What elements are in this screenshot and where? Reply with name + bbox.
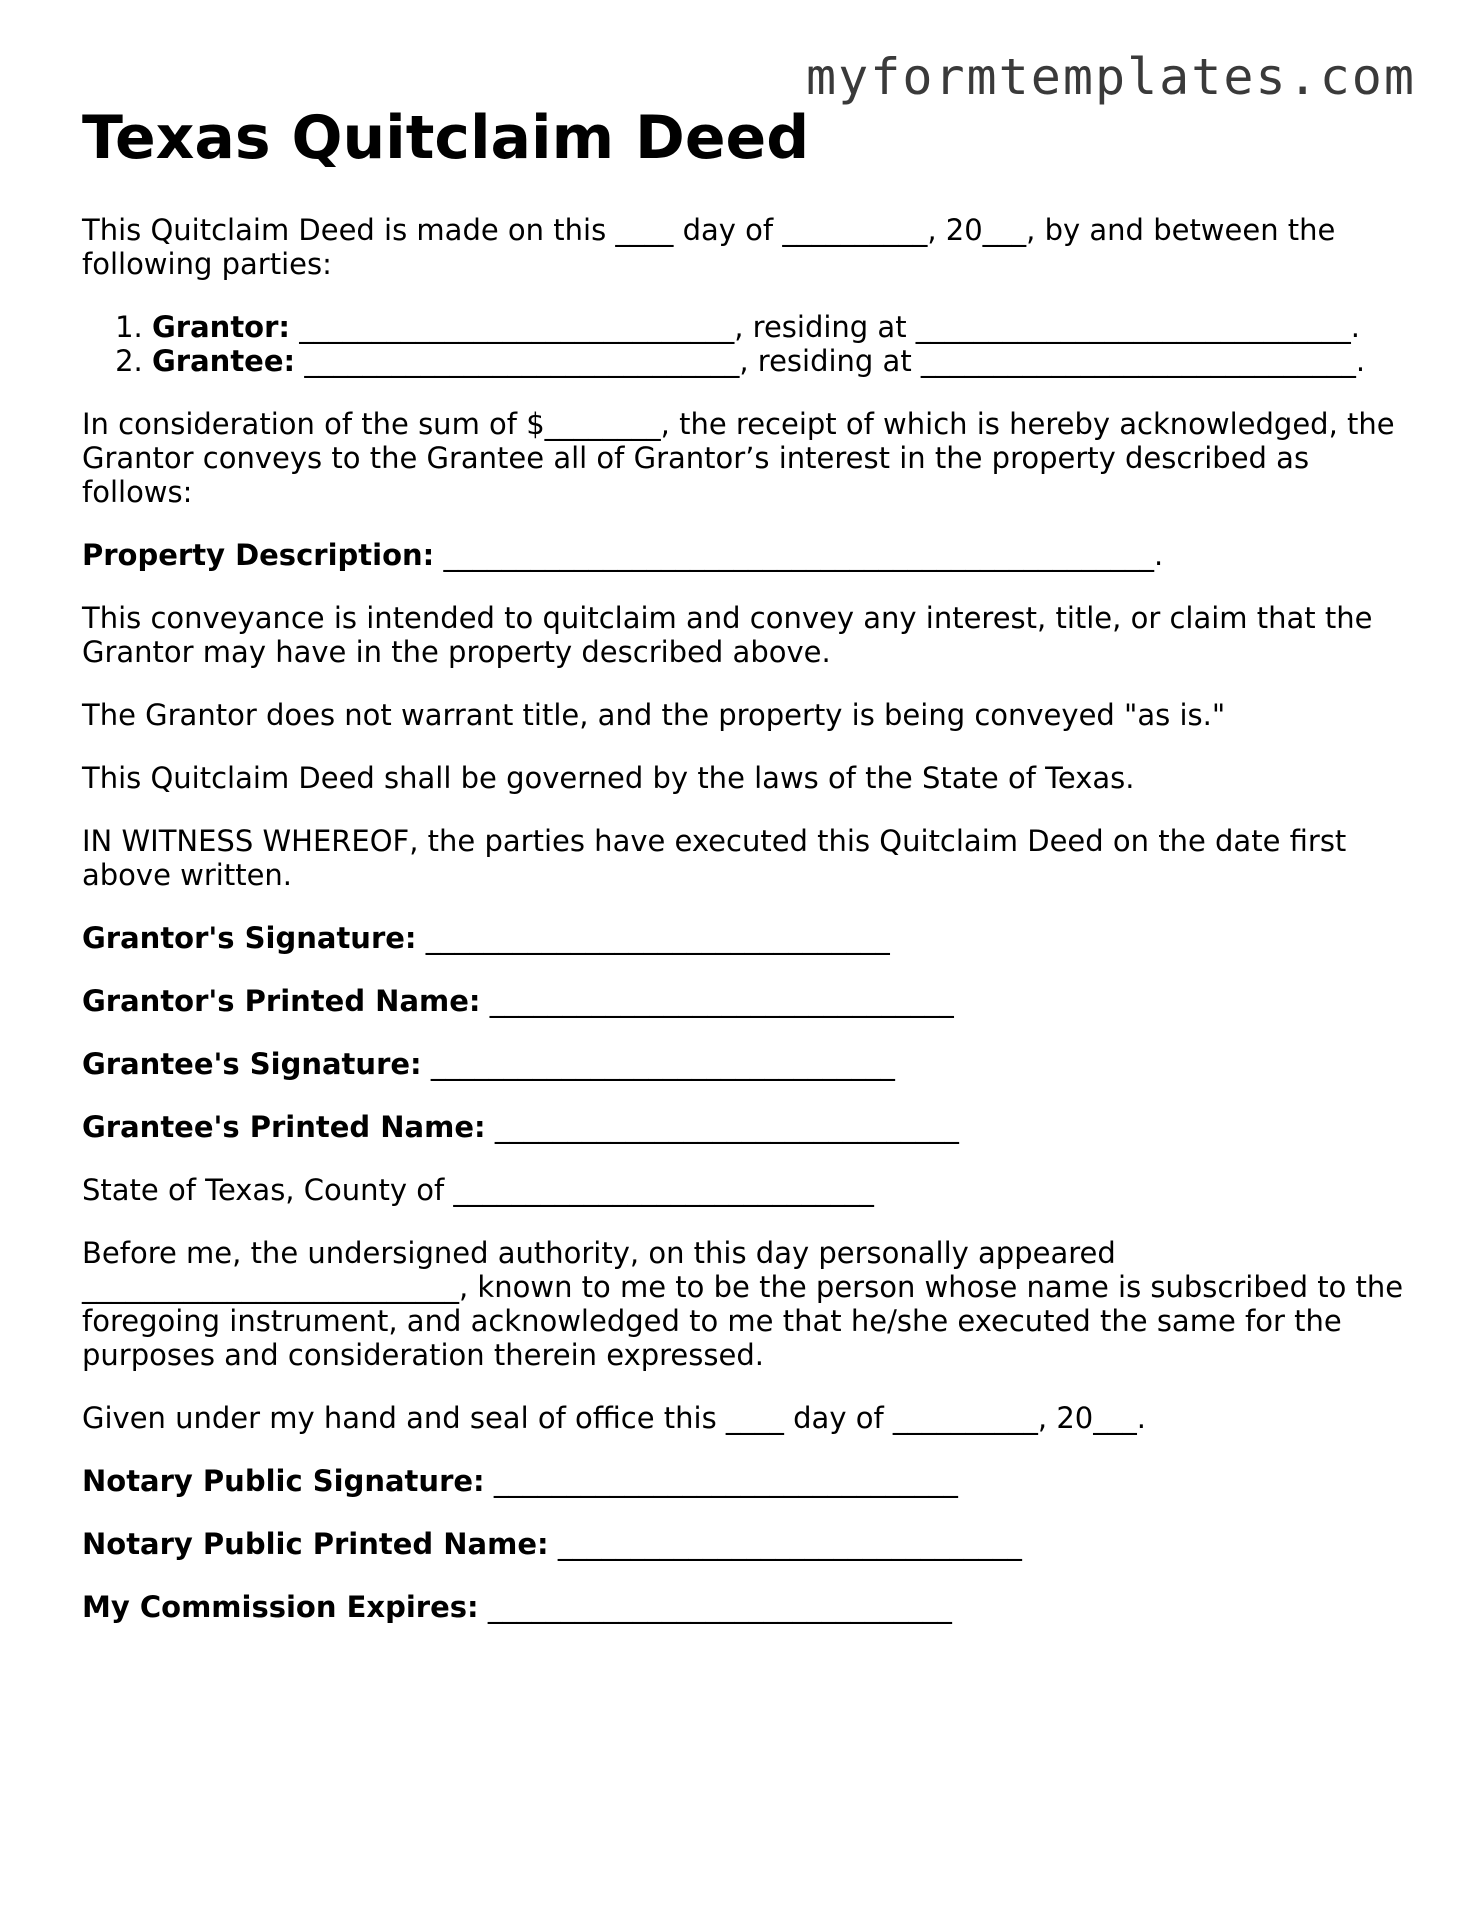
party-blank: ______________________________, residing at ______________________________. (295, 344, 1366, 378)
signature-blank: ________________________________ (480, 984, 954, 1018)
commission-expires-line (82, 1590, 1412, 1624)
signature-label: Grantor's Signature: (82, 921, 417, 955)
notary-signature-line (82, 1464, 1412, 1498)
grantor-printed-name-line (82, 984, 1412, 1018)
county-line: State of Texas, County of _____________________________ (82, 1173, 874, 1207)
party-label: Grantee: (152, 344, 296, 378)
notary-blank: ________________________________ (478, 1590, 952, 1624)
notary-printed-name-line (82, 1527, 1412, 1561)
notary-label: Notary Public Printed Name: (82, 1527, 549, 1561)
signature-blank: ________________________________ (485, 1110, 959, 1144)
grantee-printed-name-line (82, 1110, 1412, 1144)
signature-label: Grantee's Printed Name: (82, 1110, 486, 1144)
parties-list (82, 310, 1412, 378)
document-page (82, 104, 1412, 1653)
watermark: myformtemplates.com (806, 48, 1416, 106)
signature-blank: ________________________________ (421, 1047, 895, 1081)
party-blank: ______________________________, residing at ______________________________. (290, 310, 1361, 344)
witness-paragraph: IN WITNESS WHEREOF, the parties have executed this Quitclaim Deed on the date first above written. (82, 824, 1347, 892)
property-blank: _________________________________________________. (434, 538, 1164, 572)
given-under-hand-line: Given under my hand and seal of office this ____ day of __________, 20___. (82, 1401, 1146, 1435)
notary-statement: Before me, the undersigned authority, on this day personally appeared __________________________, known to me to be the person whose name is subscribed to the foregoing instrument, and acknowledged to me that he/she executed the same for the purposes and consideration therein expressed. (82, 1236, 1404, 1372)
property-description (82, 538, 1412, 572)
warranty-paragraph: The Grantor does not warrant title, and the property is being conveyed "as is." (82, 698, 1226, 732)
notary-blank: ________________________________ (548, 1527, 1022, 1561)
signature-label: Grantee's Signature: (82, 1047, 422, 1081)
party-grantor (152, 310, 1412, 344)
grantor-signature-line (82, 921, 1412, 955)
conveyance-paragraph: This conveyance is intended to quitclaim and convey any interest, title, or claim that the Grantor may have in the property described above. (82, 601, 1373, 669)
signature-blank: ________________________________ (416, 921, 890, 955)
party-label: Grantor: (152, 310, 291, 344)
property-label: Property Description: (82, 538, 435, 572)
document-title: Texas Quitclaim Deed (82, 103, 810, 173)
party-grantee (152, 344, 1412, 378)
governing-law-paragraph: This Quitclaim Deed shall be governed by the laws of the State of Texas. (82, 761, 1135, 795)
notary-blank: ________________________________ (484, 1464, 958, 1498)
notary-label: Notary Public Signature: (82, 1464, 485, 1498)
signature-label: Grantor's Printed Name: (82, 984, 481, 1018)
grantee-signature-line (82, 1047, 1412, 1081)
consideration-paragraph: In consideration of the sum of $________, the receipt of which is hereby acknowledged, the Grantor conveys to the Grantee all of Grantor’s interest in the property described as follows: (82, 407, 1395, 509)
notary-label: My Commission Expires: (82, 1590, 479, 1624)
intro-paragraph: This Quitclaim Deed is made on this ____ day of __________, 20___, by and between the following parties: (82, 213, 1336, 281)
